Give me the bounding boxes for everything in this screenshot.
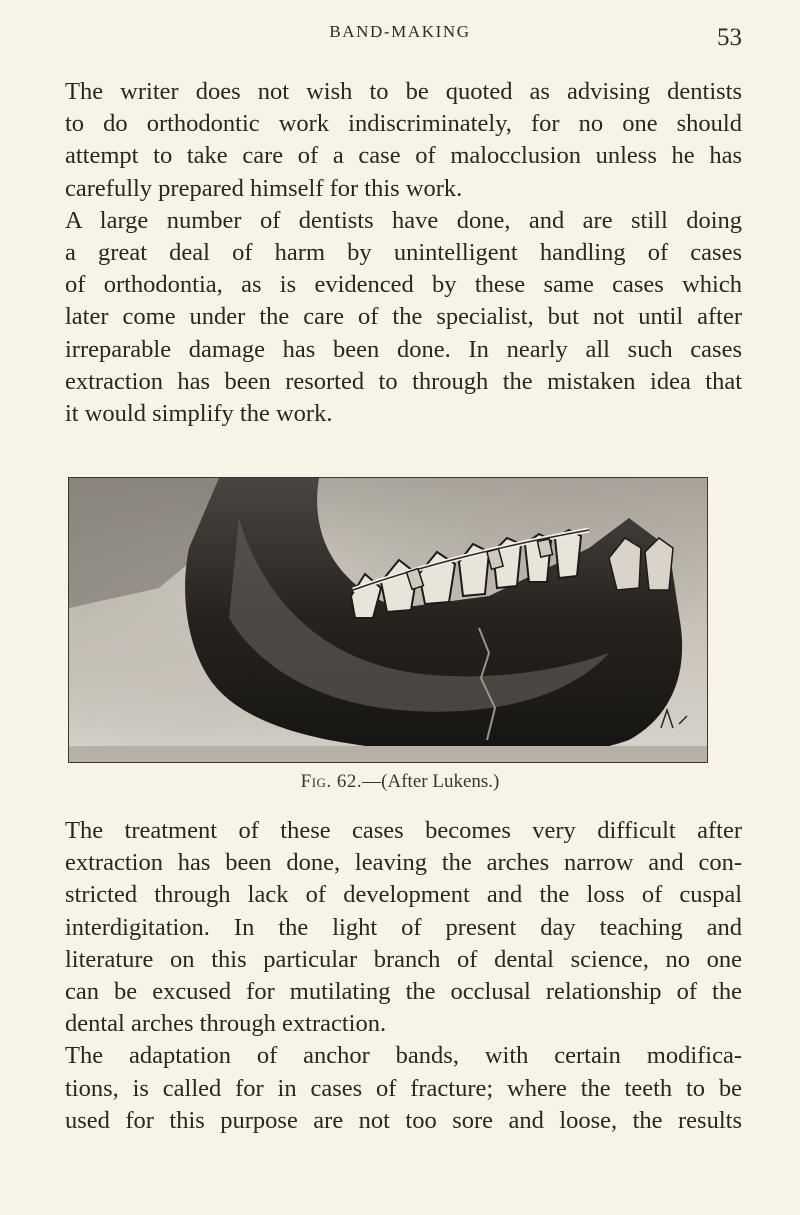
text-line: extraction has been done, leaving the arches narrow and con- xyxy=(65,849,742,877)
text-line: attempt to take care of a case of malocclusion unless he has xyxy=(65,142,742,170)
paragraph-2 xyxy=(65,815,742,1137)
running-title: BAND-MAKING xyxy=(329,22,471,41)
text-line: literature on this particular branch of dental science, no one xyxy=(65,945,742,973)
text-line: stricted through lack of development and the loss of cuspal xyxy=(65,881,742,909)
text-line: it would simplify the work. xyxy=(65,399,333,427)
text-line: The writer does not wish to be quoted as advising dentists xyxy=(65,78,742,105)
figure-label: Fig. 62. xyxy=(300,771,363,792)
text-line: dental arches through extraction. xyxy=(65,1010,387,1038)
text-line: The adaptation of anchor bands, with certain modifica- xyxy=(65,1042,742,1070)
paragraph-1 xyxy=(65,76,742,430)
figure-62-photograph xyxy=(68,477,708,763)
text-line: A large number of dentists have done, and are still doing xyxy=(65,206,742,234)
page-number: 53 xyxy=(717,24,742,51)
text-line: interdigitation. In the light of present day teaching and xyxy=(65,913,742,941)
text-line: later come under the care of the specialist, but not until after xyxy=(65,303,742,331)
text-line: a great deal of harm by unintelligent handling of cases xyxy=(65,238,742,266)
figure-credit: —(After Lukens.) xyxy=(362,771,500,792)
text-line: to do orthodontic work indiscriminately, for no one should xyxy=(65,110,742,138)
running-head xyxy=(0,20,800,54)
text-line: carefully prepared himself for this work. xyxy=(65,174,463,202)
text-line: extraction has been resorted to through the mistaken idea that xyxy=(65,367,742,395)
text-line: irreparable damage has been done. In nearly all such cases xyxy=(65,335,742,363)
text-line: used for this purpose are not too sore and loose, the results xyxy=(65,1106,742,1134)
text-line: of orthodontia, as is evidenced by these same cases which xyxy=(65,271,742,299)
text-line: can be excused for mutilating the occlusal relationship of the xyxy=(65,977,742,1005)
jaw-fracture-illustration xyxy=(69,478,707,762)
figure-caption xyxy=(0,771,800,793)
text-line: The treatment of these cases becomes very difficult after xyxy=(65,817,742,844)
text-line: tions, is called for in cases of fracture; where the teeth to be xyxy=(65,1074,742,1102)
